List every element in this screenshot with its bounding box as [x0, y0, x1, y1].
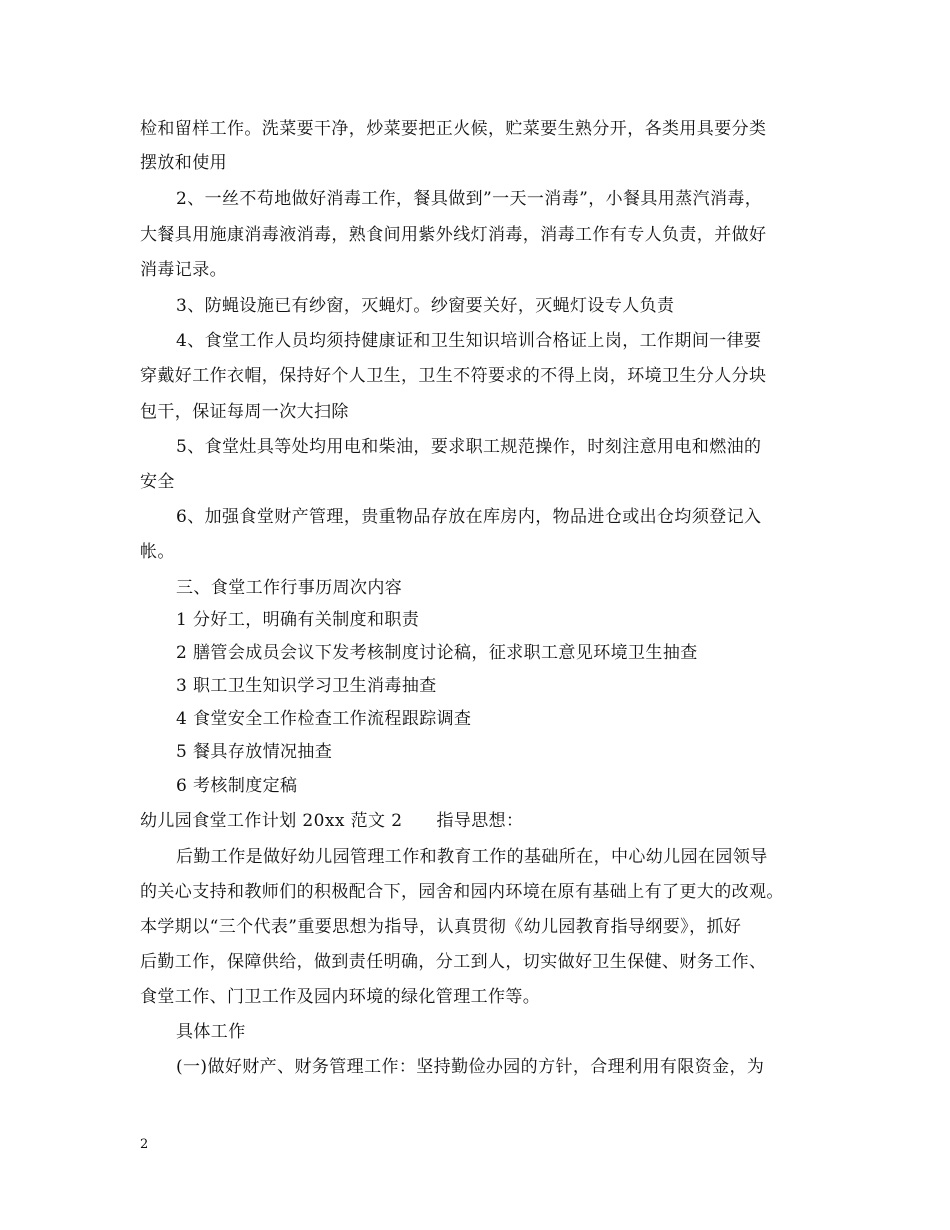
- text-line: 6、加强食堂财产管理，贵重物品存放在库房内，物品进仓或出仓均须登记入: [176, 507, 762, 527]
- list-item: 3 职工卫生知识学习卫生消毒抽查: [176, 676, 437, 696]
- text-line: 本学期以“三个代表”重要思想为指导，认真贯彻《幼儿园教育指导纲要》，抓好: [140, 917, 742, 937]
- text-line: 后勤工作，保障供给，做到责任明确，分工到人，切实做好卫生保健、财务工作、: [140, 952, 767, 972]
- text-line: 包干，保证每周一次大扫除: [140, 402, 349, 422]
- section-heading: 具体工作: [176, 1022, 246, 1042]
- subheading: 指导思想：: [436, 811, 524, 831]
- document-title-line: [140, 804, 830, 838]
- text-line: 的关心支持和教师们的积极配合下，园舍和园内环境在原有基础上有了更大的改观。: [140, 882, 784, 902]
- text-line: (一)做好财产、财务管理工作：坚持勤俭办园的方针，合理利用有限资金，为: [176, 1057, 765, 1077]
- document-title: 幼儿园食堂工作计划 20xx 范文 2: [140, 811, 403, 831]
- text-line: 5、食堂灶具等处均用电和柴油，要求职工规范操作，时刻注意用电和燃油的: [176, 437, 762, 457]
- text-line: 大餐具用施康消毒液消毒，熟食间用紫外线灯消毒，消毒工作有专人负责，并做好: [140, 225, 767, 245]
- list-item: 4 食堂安全工作检查工作流程跟踪调查: [176, 709, 472, 729]
- text-line: 4、食堂工作人员均须持健康证和卫生知识培训合格证上岗，工作期间一律要: [176, 331, 762, 351]
- text-line: 检和留样工作。洗菜要干净，炒菜要把正火候，贮菜要生熟分开，各类用具要分类: [140, 119, 767, 139]
- text-line: 后勤工作是做好幼儿园管理工作和教育工作的基础所在，中心幼儿园在园领导: [176, 847, 768, 867]
- text-line: 食堂工作、门卫工作及园内环境的绿化管理工作等。: [140, 987, 541, 1007]
- text-line: 穿戴好工作衣帽，保持好个人卫生，卫生不符要求的不得上岗，环境卫生分人分块: [140, 366, 767, 386]
- list-item: 2 膳管会成员会议下发考核制度讨论稿，征求职工意见环境卫生抽查: [176, 643, 698, 663]
- text-line: 摆放和使用: [140, 153, 227, 173]
- section-heading: 三、食堂工作行事历周次内容: [176, 578, 403, 598]
- list-item: 1 分好工，明确有关制度和职责: [176, 610, 420, 630]
- text-line: 帐。: [140, 542, 175, 562]
- list-item: 6 考核制度定稿: [176, 776, 298, 796]
- list-item: 5 餐具存放情况抽查: [176, 742, 333, 762]
- text-line: 消毒记录。: [140, 260, 227, 280]
- text-line: 3、防蝇设施已有纱窗，灭蝇灯。纱窗要关好，灭蝇灯设专人负责: [176, 296, 675, 316]
- text-line: 安全: [140, 472, 175, 492]
- text-line: 2、一丝不苟地做好消毒工作，餐具做到”一天一消毒”，小餐具用蒸汽消毒，: [176, 189, 763, 209]
- page-number: 2: [140, 1137, 149, 1152]
